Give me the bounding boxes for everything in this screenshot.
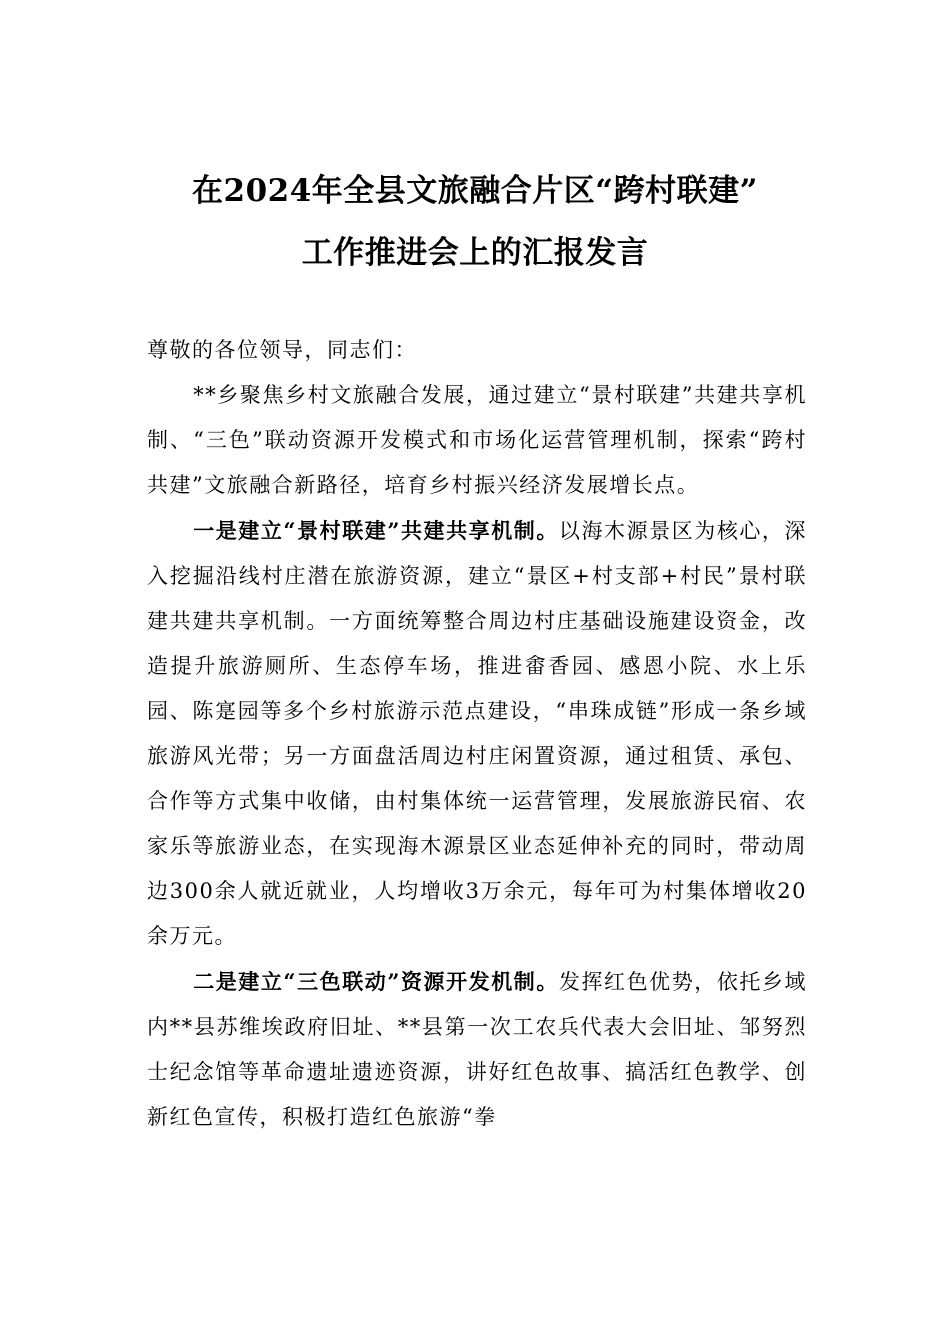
document-title [100,160,850,284]
section-1-heading: 一是建立“景村联建”共建共享机制。 [193,518,559,543]
section-2-body: 发挥红色优势，依托乡域内**县苏维埃政府旧址、**县第一次工农兵代表大会旧址、邹努烈士纪念馆等革命遗址遗迹资源，讲好红色故事、搞活红色教学、创新红色宣传，积极打造红色旅游“拳 [147,970,807,1129]
section-1-body: 以海木源景区为核心，深入挖掘沿线村庄潜在旅游资源，建立“景区+村支部+村民”景村联建共建共享机制。一方面统筹整合周边村庄基础设施建设资金，改造提升旅游厕所、生态停车场，推进畬香园、感恩小院、水上乐园、陈寔园等多个乡村旅游示范点建设，“串珠成链”形成一条乡域旅游风光带；另一方面盘活周边村庄闲置资源，通过租赁、承包、合作等方式集中收储，由村集体统一运营管理，发展旅游民宿、农家乐等旅游业态，在实现海木源景区业态延伸补充的同时，带动周边300余人就近就业，人均增收3万余元，每年可为村集体增收20余万元。 [147,519,807,948]
title-line-1: 在2024年全县文旅融合片区“跨村联建” [192,173,758,209]
section-2-paragraph [147,959,807,1140]
section-2-heading: 二是建立“三色联动”资源开发机制。 [193,969,559,994]
intro-paragraph: **乡聚焦乡村文旅融合发展，通过建立“景村联建”共建共享机制、“三色”联动资源开发模式和市场化运营管理机制，探索“跨村共建”文旅融合新路径，培育乡村振兴经济发展增长点。 [147,383,807,497]
section-1-paragraph [147,508,807,959]
document-body [147,328,807,1140]
salutation: 尊敬的各位领导，同志们： [147,338,417,362]
title-line-2: 工作推进会上的汇报发言 [301,235,649,271]
